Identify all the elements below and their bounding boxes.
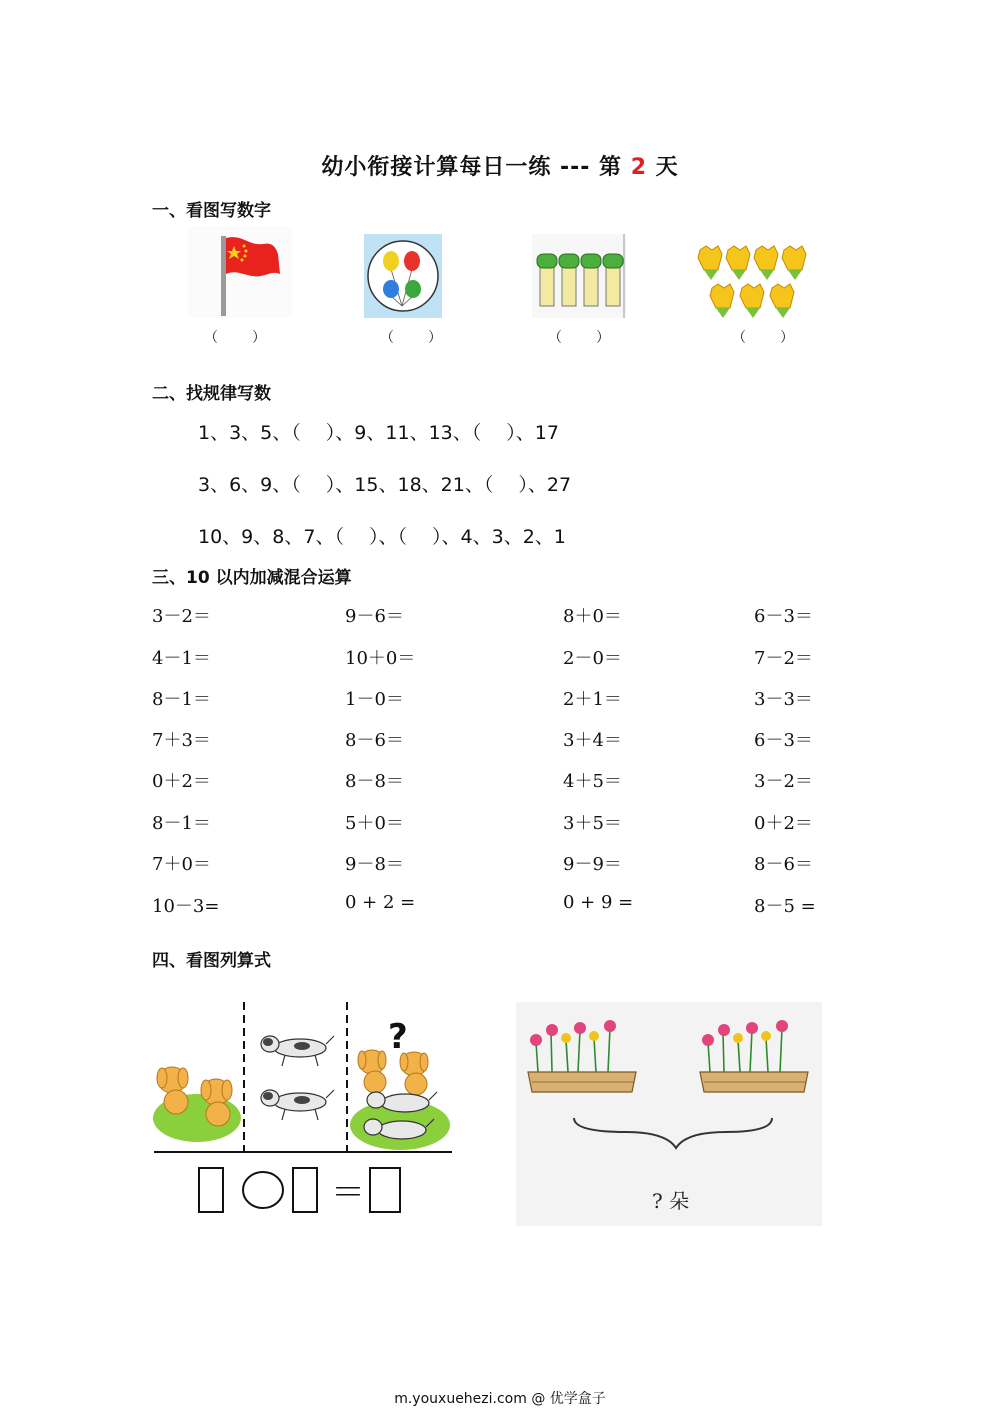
equation: 8－5 =	[754, 896, 816, 917]
section1-heading: 一、看图写数字	[152, 201, 271, 221]
sequence-row: 1、3、5、（ ）、9、11、13、（ ）、17	[198, 422, 559, 444]
equation: 9－9＝	[563, 854, 622, 875]
page-title: 幼小衔接计算每日一练 --- 第 2 天	[321, 155, 679, 180]
equation: 8－1＝	[152, 813, 211, 834]
equation: 7－2＝	[754, 648, 813, 669]
result-box[interactable]	[370, 1168, 400, 1212]
equation: 0＋2＝	[152, 771, 211, 792]
equation: 8＋0＝	[563, 606, 622, 627]
equation: 8－6＝	[345, 730, 404, 751]
section3-heading: 三、10 以内加减混合运算	[152, 568, 352, 588]
answer-blank[interactable]: （ ）	[548, 330, 612, 346]
question-mark: ?	[388, 1017, 408, 1057]
equation: 3－2＝	[152, 606, 211, 627]
pencils-icon	[532, 234, 626, 318]
equals-sign: ＝	[331, 1173, 365, 1213]
balloons-icon	[364, 234, 442, 318]
answer-blank[interactable]: （ ）	[732, 330, 796, 346]
equation: 3＋4＝	[563, 730, 622, 751]
equation: 8－8＝	[345, 771, 404, 792]
equation: 3＋5＝	[563, 813, 622, 834]
flowers-total-label: ? 朵	[652, 1189, 690, 1213]
equation: 8－1＝	[152, 689, 211, 710]
equation: 2＋1＝	[563, 689, 622, 710]
equation: 2－0＝	[563, 648, 622, 669]
equation: 9－8＝	[345, 854, 404, 875]
flower-boxes-picture	[516, 1002, 822, 1226]
dogs-picture	[150, 1000, 455, 1160]
equation: 8－6＝	[754, 854, 813, 875]
equation: 5＋0＝	[345, 813, 404, 834]
flag-icon	[188, 226, 292, 318]
section2-heading: 二、找规律写数	[152, 384, 271, 404]
sequence-row: 10、9、8、7、（ ）、（ ）、4、3、2、1	[198, 526, 566, 548]
operator-circle[interactable]	[243, 1172, 283, 1208]
section4-heading: 四、看图列算式	[152, 951, 271, 971]
number-box[interactable]	[199, 1168, 223, 1212]
equation: 0＋2＝	[754, 813, 813, 834]
sequence-row: 3、6、9、（ ）、15、18、21、（ ）、27	[198, 474, 572, 496]
equation: 4＋5＝	[563, 771, 622, 792]
flowers-icon	[696, 244, 816, 320]
equation: 3－2＝	[754, 771, 813, 792]
day-number: 2	[630, 155, 647, 180]
equation: 1－0＝	[345, 689, 404, 710]
equation: 6－3＝	[754, 606, 813, 627]
equation: 10－3=	[152, 896, 220, 917]
answer-blank[interactable]: （ ）	[380, 330, 444, 346]
equation: 4－1＝	[152, 648, 211, 669]
equation: 3－3＝	[754, 689, 813, 710]
equation: 7＋3＝	[152, 730, 211, 751]
answer-blank[interactable]: （ ）	[204, 330, 268, 346]
number-box[interactable]	[293, 1168, 317, 1212]
equation: 9－6＝	[345, 606, 404, 627]
equation: 10＋0＝	[345, 648, 416, 669]
equation: 0 + 2 =	[345, 892, 416, 913]
equation: 7＋0＝	[152, 854, 211, 875]
equation: 6－3＝	[754, 730, 813, 751]
equation: 0 + 9 =	[563, 892, 634, 913]
footer: m.youxuehezi.com @ 优学盒子	[394, 1391, 606, 1407]
